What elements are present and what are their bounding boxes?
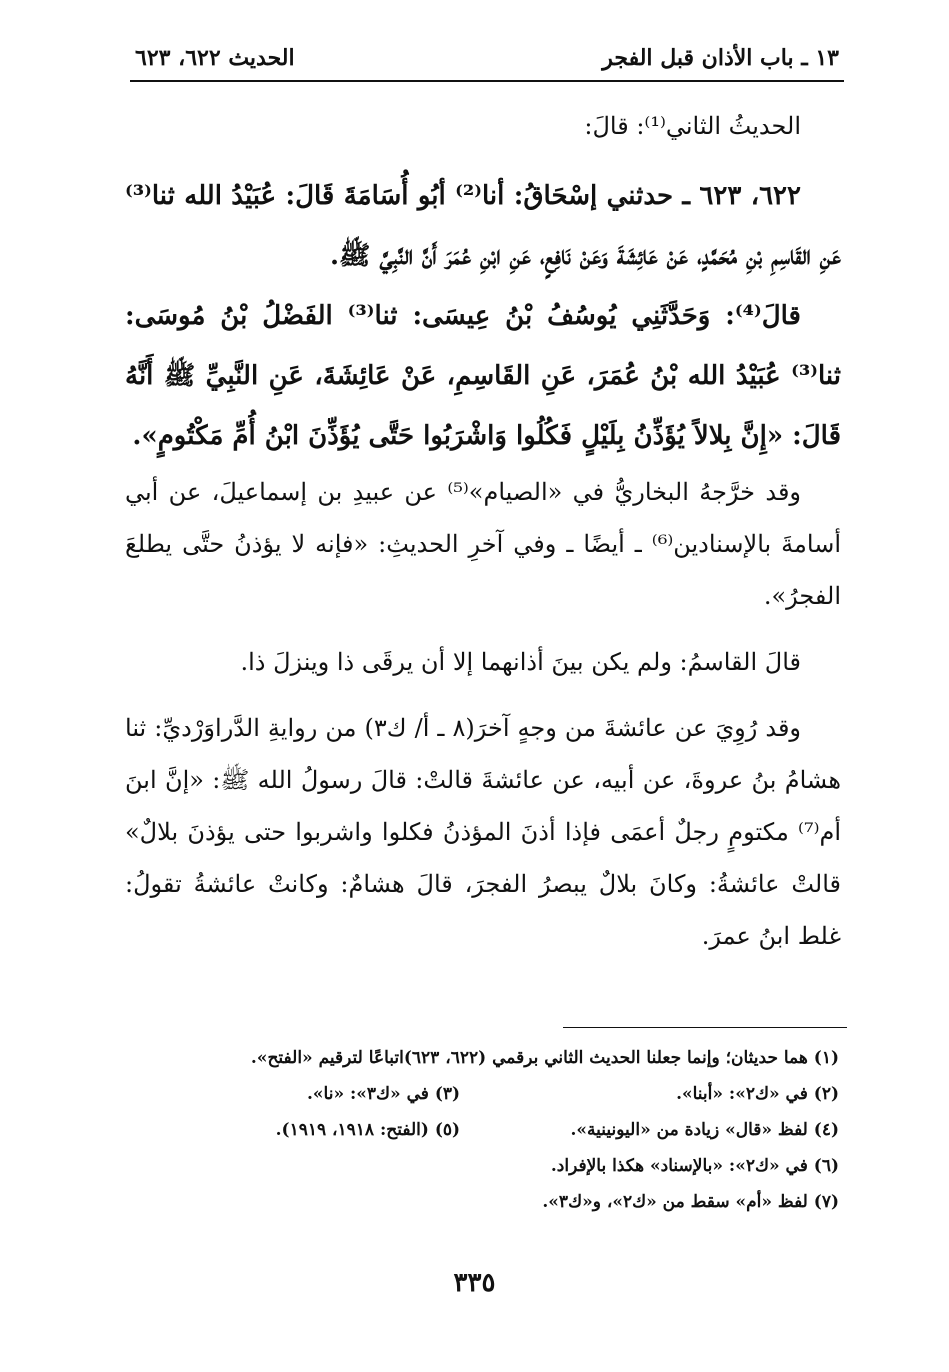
footnote-7: (٧) لفظ «أم» سقط من «ك٢»، و«ك٣». (542, 1192, 839, 1212)
paragraph-commentary-2: قالَ القاسمُ: ولم يكن بينَ أذانهما إلا أن يرقَى ذا وينزلَ ذا. (240, 648, 801, 676)
paragraph-intro: الحديثُ الثاني⁽¹⁾: قالَ: (584, 112, 801, 140)
header-hadith-numbers: الحديث ٦٢٢، ٦٢٣ (135, 45, 295, 71)
paragraph-commentary-1: وقد خرَّجهُ البخاريُّ في «الصيام»⁽⁵⁾ عن عبيدِ بن إسماعيلَ، عن أبي أسامةَ بالإسنادين⁽⁶⁾ ـ أيضًا ـ وفي آخرِ الحديثِ: «فإنه لا يؤذنُ حتَّى يطلعَ الفجرُ». (125, 478, 841, 610)
footnote-3: (٣) في «ك٣»: «نا». (307, 1084, 461, 1104)
paragraph-hadith-isnad-2: قالَ⁽⁴⁾: وَحَدَّثَنِي يُوسُفُ بْنُ عِيسَى: ثنا⁽³⁾ الفَضْلُ بْنُ مُوسَى: ثنا⁽³⁾ عُبَيْدُ الله بْنُ عُمَرَ، عَنِ القَاسِمِ، عَنْ عَائِشَةَ، عَنِ النَّبِيِّ ﷺ أَنَّهُ قَالَ: «إِنَّ بِلالاً يُؤَذِّنُ بِلَيْلٍ فَكُلُوا وَاشْرَبُوا حَتَّى يُؤَذِّنَ ابْنُ أُمِّ مَكْتُومٍ». (125, 301, 841, 451)
footnote-1: (١) هما حديثان؛ وإنما جعلنا الحديث الثاني برقمي (٦٢٢، ٦٢٣)اتباعًا لترقيم «الفتح». (250, 1048, 839, 1068)
page-number: ٣٣٥ (453, 1268, 496, 1298)
paragraph-commentary-3: وقد رُوِيَ عن عائشةَ من وجهٍ آخرَ(٨ ـ أ/ ك٣) من روايةِ الدَّراوَرْديِّ: ثنا هشامُ بنُ عروةَ، عن أبيه، عن عائشةَ قالتْ: قالَ رسولُ الله ﷺ: «إنَّ ابنَ أم⁽⁷⁾ مكتومٍ رجلٌ أعمَى فإذا أذنَ المؤذنُ فكلوا واشربوا حتى يؤذنَ بلالٌ» قالتْ عائشةُ: وكانَ بلالٌ يبصرُ الفجرَ، قالَ هشامٌ: وكانتْ عائشةُ تقولُ: غلط ابنُ عمرَ. (125, 714, 841, 950)
main-text (125, 100, 841, 962)
paragraph-hadith-isnad-1: ٦٢٢، ٦٢٣ ـ حدثني إسْحَاقُ: أنا⁽²⁾ أبُو أُسَامَةَ قَالَ: عُبَيْدُ الله ثنا⁽³⁾ عَنِ القَاسِمِ بْنِ مُحَمَّدٍ، عَنْ عَائِشَةَ وَعَنْ نَافِعٍ، عَنِ ابْنِ عُمَرَ أَنَّ النَّبِيَّ ﷺ. (125, 181, 841, 271)
footnote-rule (563, 1027, 847, 1028)
header-rule (130, 80, 844, 82)
header-chapter-title: ١٣ ـ باب الأذان قبل الفجر (602, 45, 839, 71)
footnote-5: (٥) (الفتح: ١٩١٨، ١٩١٩). (275, 1120, 461, 1140)
footnote-2: (٢) في «ك٢»: «أبنا». (676, 1084, 839, 1104)
running-header (135, 38, 839, 78)
footnote-6: (٦) في «ك٢»: «بالإسناد» هكذا بالإفراد. (550, 1156, 839, 1176)
footnote-4: (٤) لفظ «قال» زيادة من «اليونينية». (570, 1120, 839, 1140)
footnotes (150, 1040, 839, 1220)
